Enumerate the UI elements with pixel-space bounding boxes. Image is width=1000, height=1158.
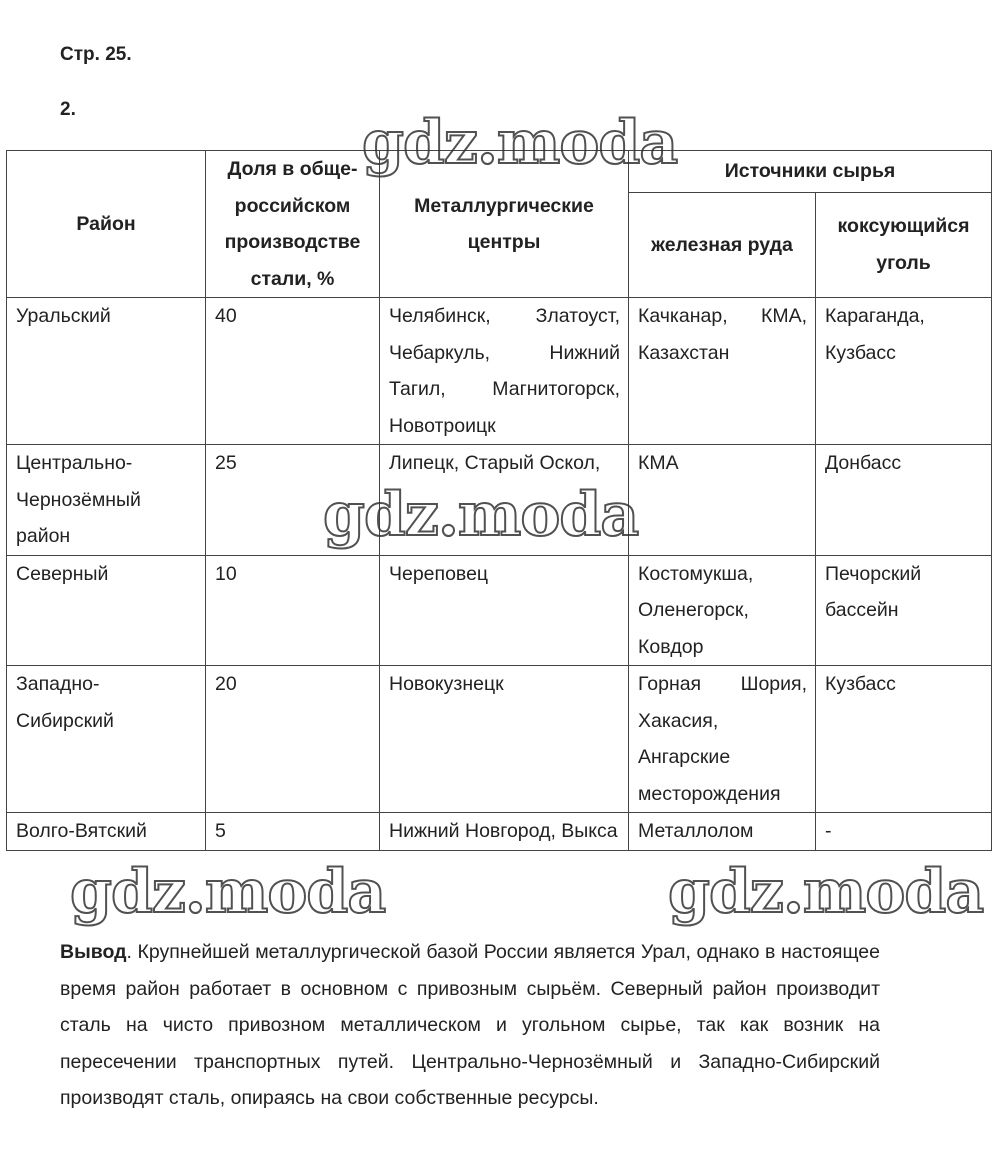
page-reference: Стр. 25. xyxy=(60,44,132,65)
cell-share: 40 xyxy=(206,298,380,445)
cell-iron-ore: Металлолом xyxy=(629,813,816,851)
cell-region: Центрально-Чернозёмный район xyxy=(7,445,206,556)
watermark: gdz.moda xyxy=(323,480,639,550)
cell-coking-coal: Караганда, Кузбасс xyxy=(816,298,992,445)
table-row xyxy=(7,813,992,851)
steel-production-table xyxy=(6,150,992,851)
conclusion-text: . Крупнейшей металлургической базой России является Урал, однако в настоящее время район работает в основном с привозным сырьём. Северный район производит сталь на чисто привозном металлическом и угольном сырье, так как возник на пересечении транспортных путей. Центрально-Чернозёмный и Западно-Сибирский производят сталь, опираясь на свои собственные ресурсы. xyxy=(60,941,880,1109)
cell-iron-ore: Качканар, КМА, Казахстан xyxy=(629,298,816,445)
watermark: gdz.moda xyxy=(668,857,984,927)
conclusion-paragraph xyxy=(60,934,880,1117)
cell-centers: Череповец xyxy=(380,555,629,666)
header-iron-ore: железная руда xyxy=(629,192,816,297)
cell-share: 5 xyxy=(206,813,380,851)
header-region: Район xyxy=(7,151,206,298)
cell-coking-coal: Кузбасс xyxy=(816,666,992,813)
conclusion-label: Вывод xyxy=(60,941,127,963)
table-row xyxy=(7,555,992,666)
cell-iron-ore: Горная Шория, Хакасия, Ангарские месторождения xyxy=(629,666,816,813)
cell-centers: Нижний Новгород, Выкса xyxy=(380,813,629,851)
cell-region: Западно-Сибирский xyxy=(7,666,206,813)
cell-coking-coal: - xyxy=(816,813,992,851)
header-sources: Источники сырья xyxy=(629,151,992,193)
table-row xyxy=(7,298,992,445)
cell-centers: Челябинск, Златоуст, Чебаркуль, Нижний Тагил, Магнитогорск, Новотроицк xyxy=(380,298,629,445)
header-share: Доля в обще-российском производстве стали, % xyxy=(206,151,380,298)
cell-share: 25 xyxy=(206,445,380,556)
cell-region: Волго-Вятский xyxy=(7,813,206,851)
cell-share: 20 xyxy=(206,666,380,813)
table-row xyxy=(7,666,992,813)
cell-region: Уральский xyxy=(7,298,206,445)
cell-coking-coal: Донбасс xyxy=(816,445,992,556)
cell-centers: Новокузнецк xyxy=(380,666,629,813)
cell-centers: Липецк, Старый Оскол, xyxy=(380,445,629,556)
watermark: gdz.moda xyxy=(70,857,386,927)
header-coking-coal: коксующийся уголь xyxy=(816,192,992,297)
cell-share: 10 xyxy=(206,555,380,666)
cell-region: Северный xyxy=(7,555,206,666)
cell-coking-coal: Печорский бассейн xyxy=(816,555,992,666)
task-number: 2. xyxy=(60,99,76,120)
header-centers: Металлургические центры xyxy=(380,151,629,298)
watermark: gdz.moda xyxy=(362,108,678,178)
cell-iron-ore: Костомукша, Оленегорск, Ковдор xyxy=(629,555,816,666)
table-row xyxy=(7,445,992,556)
cell-iron-ore: КМА xyxy=(629,445,816,556)
